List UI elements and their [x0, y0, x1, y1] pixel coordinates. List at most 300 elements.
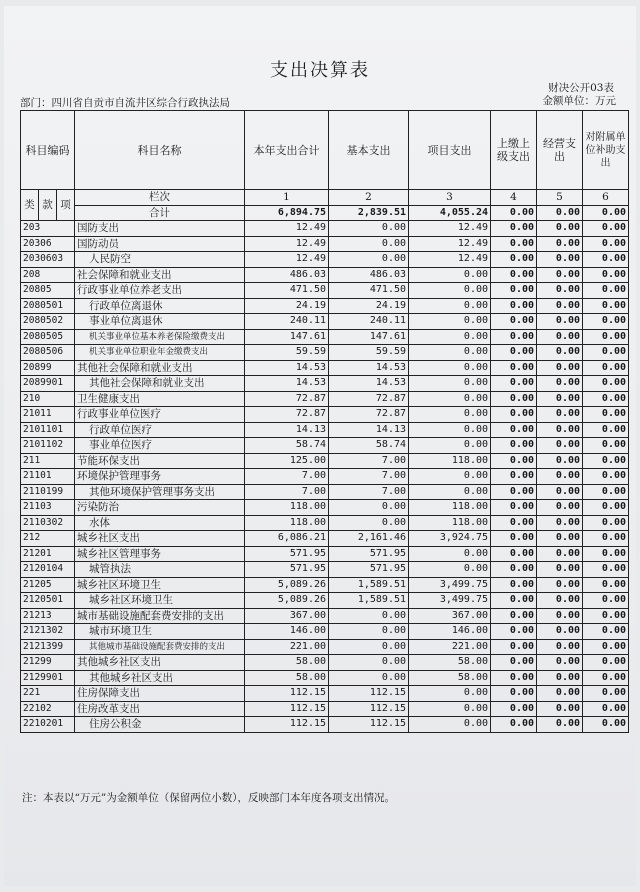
row-business: 0.00: [537, 221, 583, 237]
row-subsidy: 0.00: [583, 515, 629, 531]
row-total: 14.53: [245, 376, 329, 392]
table-row: [21, 515, 629, 531]
row-basic: 0.00: [329, 500, 409, 516]
row-name: 城乡社区环境卫生: [75, 577, 245, 593]
row-name: 机关事业单位基本养老保险缴费支出: [75, 329, 245, 345]
row-basic: 14.53: [329, 376, 409, 392]
header-total: 本年支出合计: [245, 111, 329, 190]
row-basic: 14.13: [329, 422, 409, 438]
row-total: 471.50: [245, 283, 329, 299]
row-business: 0.00: [537, 562, 583, 578]
row-project: 118.00: [409, 515, 491, 531]
table-row: [21, 453, 629, 469]
row-project: 0.00: [409, 407, 491, 423]
lanci-label: 栏次: [75, 190, 245, 206]
row-subsidy: 0.00: [583, 608, 629, 624]
row-basic: 147.61: [329, 329, 409, 345]
row-basic: 0.00: [329, 236, 409, 252]
row-project: 0.00: [409, 391, 491, 407]
table-row: [21, 593, 629, 609]
row-code: 221: [21, 686, 75, 702]
row-upper: 0.00: [491, 345, 537, 361]
row-project: 0.00: [409, 422, 491, 438]
row-code: 2080501: [21, 298, 75, 314]
row-business: 0.00: [537, 624, 583, 640]
row-upper: 0.00: [491, 283, 537, 299]
row-code: 2080502: [21, 314, 75, 330]
row-basic: 0.00: [329, 608, 409, 624]
row-subsidy: 0.00: [583, 267, 629, 283]
row-name: 国防动员: [75, 236, 245, 252]
row-basic: 0.00: [329, 624, 409, 640]
page-title: 支出决算表: [270, 60, 370, 81]
row-basic: 0.00: [329, 655, 409, 671]
row-business: 0.00: [537, 267, 583, 283]
row-total: 58.74: [245, 438, 329, 454]
row-upper: 0.00: [491, 608, 537, 624]
row-upper: 0.00: [491, 376, 537, 392]
row-basic: 7.00: [329, 469, 409, 485]
table-row: [21, 608, 629, 624]
table-row: [21, 329, 629, 345]
row-subsidy: 0.00: [583, 639, 629, 655]
row-basic: 112.15: [329, 717, 409, 733]
row-upper: 0.00: [491, 453, 537, 469]
row-business: 0.00: [537, 686, 583, 702]
header-upper: 上缴上级支出: [491, 111, 537, 190]
row-subsidy: 0.00: [583, 469, 629, 485]
header-name: 科目名称: [75, 111, 245, 190]
header-basic: 基本支出: [329, 111, 409, 190]
row-code: 2121399: [21, 639, 75, 655]
row-total: 5,089.26: [245, 577, 329, 593]
row-name: 其他城市基础设施配套费安排的支出: [75, 639, 245, 655]
row-total: 12.49: [245, 221, 329, 237]
row-upper: 0.00: [491, 531, 537, 547]
row-subsidy: 0.00: [583, 298, 629, 314]
row-code: 212: [21, 531, 75, 547]
row-code: 2101102: [21, 438, 75, 454]
row-upper: 0.00: [491, 407, 537, 423]
row-subsidy: 0.00: [583, 701, 629, 717]
row-business: 0.00: [537, 236, 583, 252]
row-business: 0.00: [537, 717, 583, 733]
row-project: 118.00: [409, 500, 491, 516]
row-upper: 0.00: [491, 577, 537, 593]
row-code: 208: [21, 267, 75, 283]
row-basic: 58.74: [329, 438, 409, 454]
row-total: 12.49: [245, 236, 329, 252]
row-total: 125.00: [245, 453, 329, 469]
row-code: 2121302: [21, 624, 75, 640]
row-business: 0.00: [537, 252, 583, 268]
row-subsidy: 0.00: [583, 655, 629, 671]
row-total: 5,089.26: [245, 593, 329, 609]
row-total: 72.87: [245, 391, 329, 407]
table-row: [21, 670, 629, 686]
table-row: [21, 376, 629, 392]
table-row: [21, 655, 629, 671]
row-subsidy: 0.00: [583, 283, 629, 299]
table-row: [21, 639, 629, 655]
row-basic: 240.11: [329, 314, 409, 330]
row-project: 0.00: [409, 376, 491, 392]
total-row-business: 0.00: [537, 205, 583, 221]
row-total: 571.95: [245, 546, 329, 562]
row-subsidy: 0.00: [583, 391, 629, 407]
row-name: 城市环境卫生: [75, 624, 245, 640]
table-row: [21, 267, 629, 283]
row-name: 卫生健康支出: [75, 391, 245, 407]
table-row: [21, 686, 629, 702]
row-name: 节能环保支出: [75, 453, 245, 469]
row-code: 21103: [21, 500, 75, 516]
row-project: 0.00: [409, 314, 491, 330]
row-basic: 571.95: [329, 546, 409, 562]
row-name: 其他社会保障和就业支出: [75, 360, 245, 376]
row-project: 3,499.75: [409, 577, 491, 593]
row-project: 0.00: [409, 717, 491, 733]
row-total: 7.00: [245, 469, 329, 485]
row-business: 0.00: [537, 577, 583, 593]
row-upper: 0.00: [491, 484, 537, 500]
row-code: 2120501: [21, 593, 75, 609]
row-project: 58.00: [409, 670, 491, 686]
row-business: 0.00: [537, 438, 583, 454]
row-name: 城管执法: [75, 562, 245, 578]
row-upper: 0.00: [491, 701, 537, 717]
row-total: 14.13: [245, 422, 329, 438]
row-subsidy: 0.00: [583, 329, 629, 345]
row-total: 118.00: [245, 500, 329, 516]
row-basic: 7.00: [329, 484, 409, 500]
row-project: 3,499.75: [409, 593, 491, 609]
row-name: 住房改革支出: [75, 701, 245, 717]
row-upper: 0.00: [491, 221, 537, 237]
row-total: 112.15: [245, 686, 329, 702]
row-code: 21101: [21, 469, 75, 485]
row-name: 城乡社区环境卫生: [75, 593, 245, 609]
row-upper: 0.00: [491, 624, 537, 640]
col-number-3: 3: [409, 190, 491, 206]
row-subsidy: 0.00: [583, 577, 629, 593]
row-name: 社会保障和就业支出: [75, 267, 245, 283]
total-row-total: 6,894.75: [245, 205, 329, 221]
row-name: 住房公积金: [75, 717, 245, 733]
table-row: [21, 624, 629, 640]
row-upper: 0.00: [491, 329, 537, 345]
table-row: [21, 252, 629, 268]
row-business: 0.00: [537, 376, 583, 392]
row-subsidy: 0.00: [583, 360, 629, 376]
row-project: 0.00: [409, 329, 491, 345]
row-name: 城乡社区支出: [75, 531, 245, 547]
row-total: 221.00: [245, 639, 329, 655]
row-upper: 0.00: [491, 500, 537, 516]
row-project: 0.00: [409, 546, 491, 562]
table-row: [21, 438, 629, 454]
table-row: [21, 360, 629, 376]
row-upper: 0.00: [491, 298, 537, 314]
row-upper: 0.00: [491, 546, 537, 562]
row-subsidy: 0.00: [583, 624, 629, 640]
row-project: 367.00: [409, 608, 491, 624]
row-total: 14.53: [245, 360, 329, 376]
row-basic: 0.00: [329, 221, 409, 237]
row-total: 12.49: [245, 252, 329, 268]
row-project: 12.49: [409, 252, 491, 268]
row-name: 行政单位医疗: [75, 422, 245, 438]
col-number-1: 1: [245, 190, 329, 206]
table-row: [21, 469, 629, 485]
header-lei: 类: [21, 190, 39, 221]
row-basic: 486.03: [329, 267, 409, 283]
table-row: [21, 546, 629, 562]
row-total: 58.00: [245, 655, 329, 671]
row-business: 0.00: [537, 655, 583, 671]
row-basic: 1,589.51: [329, 577, 409, 593]
row-name: 其他城乡社区支出: [75, 655, 245, 671]
row-name: 事业单位医疗: [75, 438, 245, 454]
col-number-5: 5: [537, 190, 583, 206]
row-total: 146.00: [245, 624, 329, 640]
row-name: 其他城乡社区支出: [75, 670, 245, 686]
row-upper: 0.00: [491, 360, 537, 376]
row-subsidy: 0.00: [583, 531, 629, 547]
row-subsidy: 0.00: [583, 717, 629, 733]
col-number-2: 2: [329, 190, 409, 206]
table-row: [21, 391, 629, 407]
row-subsidy: 0.00: [583, 484, 629, 500]
row-total: 7.00: [245, 484, 329, 500]
table-row: [21, 221, 629, 237]
department-label: 部门：四川省自贡市自流井区综合行政执法局: [20, 97, 230, 109]
row-name: 城市基础设施配套费安排的支出: [75, 608, 245, 624]
row-project: 0.00: [409, 562, 491, 578]
row-business: 0.00: [537, 701, 583, 717]
row-business: 0.00: [537, 531, 583, 547]
row-upper: 0.00: [491, 655, 537, 671]
row-upper: 0.00: [491, 267, 537, 283]
row-business: 0.00: [537, 670, 583, 686]
row-name: 住房保障支出: [75, 686, 245, 702]
row-code: 21201: [21, 546, 75, 562]
footnote: 注：本表以“万元”为金额单位（保留两位小数），反映部门本年度各项支出情况。: [22, 792, 395, 804]
table-row: [21, 422, 629, 438]
row-total: 367.00: [245, 608, 329, 624]
row-project: 12.49: [409, 221, 491, 237]
row-subsidy: 0.00: [583, 314, 629, 330]
row-name: 其他环境保护管理事务支出: [75, 484, 245, 500]
row-total: 147.61: [245, 329, 329, 345]
row-basic: 2,161.46: [329, 531, 409, 547]
row-code: 2030603: [21, 252, 75, 268]
row-total: 59.59: [245, 345, 329, 361]
total-row-label: 合计: [75, 205, 245, 221]
total-row-project: 4,055.24: [409, 205, 491, 221]
row-business: 0.00: [537, 500, 583, 516]
row-upper: 0.00: [491, 639, 537, 655]
header-xiang: 项: [57, 190, 75, 221]
row-business: 0.00: [537, 593, 583, 609]
row-project: 0.00: [409, 469, 491, 485]
row-name: 其他社会保障和就业支出: [75, 376, 245, 392]
row-code: 2120104: [21, 562, 75, 578]
row-basic: 14.53: [329, 360, 409, 376]
row-business: 0.00: [537, 329, 583, 345]
row-total: 118.00: [245, 515, 329, 531]
row-name: 水体: [75, 515, 245, 531]
row-upper: 0.00: [491, 252, 537, 268]
row-project: 3,924.75: [409, 531, 491, 547]
header-subsidy: 对附属单位补助支出: [583, 111, 629, 190]
row-upper: 0.00: [491, 438, 537, 454]
row-subsidy: 0.00: [583, 345, 629, 361]
row-name: 行政事业单位养老支出: [75, 283, 245, 299]
row-subsidy: 0.00: [583, 422, 629, 438]
header-kuan: 款: [39, 190, 57, 221]
row-code: 21299: [21, 655, 75, 671]
row-code: 20805: [21, 283, 75, 299]
row-total: 24.19: [245, 298, 329, 314]
row-business: 0.00: [537, 453, 583, 469]
row-name: 机关事业单位职业年金缴费支出: [75, 345, 245, 361]
row-code: 2110199: [21, 484, 75, 500]
total-row-basic: 2,839.51: [329, 205, 409, 221]
row-project: 146.00: [409, 624, 491, 640]
row-basic: 0.00: [329, 252, 409, 268]
row-code: 203: [21, 221, 75, 237]
table-row: [21, 531, 629, 547]
row-subsidy: 0.00: [583, 221, 629, 237]
row-basic: 0.00: [329, 639, 409, 655]
row-upper: 0.00: [491, 515, 537, 531]
row-code: 21011: [21, 407, 75, 423]
row-project: 0.00: [409, 701, 491, 717]
table-row: [21, 314, 629, 330]
row-name: 事业单位离退休: [75, 314, 245, 330]
row-business: 0.00: [537, 546, 583, 562]
amount-unit-label: 金额单位：万元: [542, 95, 616, 107]
row-code: 2129901: [21, 670, 75, 686]
total-row-upper: 0.00: [491, 205, 537, 221]
row-project: 0.00: [409, 438, 491, 454]
row-upper: 0.00: [491, 236, 537, 252]
row-subsidy: 0.00: [583, 252, 629, 268]
row-basic: 1,589.51: [329, 593, 409, 609]
row-code: 2080506: [21, 345, 75, 361]
row-upper: 0.00: [491, 422, 537, 438]
row-code: 2089901: [21, 376, 75, 392]
table-row: [21, 701, 629, 717]
row-project: 118.00: [409, 453, 491, 469]
col-number-6: 6: [583, 190, 629, 206]
table-row: [21, 717, 629, 733]
row-total: 72.87: [245, 407, 329, 423]
row-project: 0.00: [409, 283, 491, 299]
row-subsidy: 0.00: [583, 670, 629, 686]
row-upper: 0.00: [491, 391, 537, 407]
row-name: 污染防治: [75, 500, 245, 516]
row-basic: 72.87: [329, 407, 409, 423]
row-business: 0.00: [537, 298, 583, 314]
row-name: 行政事业单位医疗: [75, 407, 245, 423]
row-business: 0.00: [537, 469, 583, 485]
row-upper: 0.00: [491, 469, 537, 485]
row-business: 0.00: [537, 484, 583, 500]
row-upper: 0.00: [491, 686, 537, 702]
row-subsidy: 0.00: [583, 500, 629, 516]
row-basic: 7.00: [329, 453, 409, 469]
row-total: 58.00: [245, 670, 329, 686]
row-business: 0.00: [537, 314, 583, 330]
row-project: 58.00: [409, 655, 491, 671]
row-subsidy: 0.00: [583, 593, 629, 609]
row-subsidy: 0.00: [583, 686, 629, 702]
row-subsidy: 0.00: [583, 407, 629, 423]
row-business: 0.00: [537, 391, 583, 407]
table-row: [21, 283, 629, 299]
row-basic: 471.50: [329, 283, 409, 299]
row-subsidy: 0.00: [583, 236, 629, 252]
table-body: [21, 221, 629, 733]
row-business: 0.00: [537, 407, 583, 423]
row-upper: 0.00: [491, 670, 537, 686]
total-row-subsidy: 0.00: [583, 205, 629, 221]
row-basic: 0.00: [329, 515, 409, 531]
row-code: 211: [21, 453, 75, 469]
row-business: 0.00: [537, 345, 583, 361]
row-business: 0.00: [537, 639, 583, 655]
row-name: 行政单位离退休: [75, 298, 245, 314]
table-row: [21, 484, 629, 500]
row-subsidy: 0.00: [583, 438, 629, 454]
header-code: 科目编码: [21, 111, 75, 190]
expenditure-table: [20, 110, 629, 733]
row-total: 486.03: [245, 267, 329, 283]
row-basic: 571.95: [329, 562, 409, 578]
row-project: 221.00: [409, 639, 491, 655]
row-name: 国防支出: [75, 221, 245, 237]
table-row: [21, 236, 629, 252]
row-code: 2080505: [21, 329, 75, 345]
row-total: 240.11: [245, 314, 329, 330]
row-project: 0.00: [409, 360, 491, 376]
row-total: 112.15: [245, 717, 329, 733]
row-code: 21205: [21, 577, 75, 593]
row-project: 0.00: [409, 267, 491, 283]
row-basic: 59.59: [329, 345, 409, 361]
row-basic: 24.19: [329, 298, 409, 314]
row-business: 0.00: [537, 422, 583, 438]
row-business: 0.00: [537, 360, 583, 376]
table-row: [21, 345, 629, 361]
row-project: 0.00: [409, 686, 491, 702]
row-name: 环境保护管理事务: [75, 469, 245, 485]
table-row: [21, 407, 629, 423]
row-code: 20899: [21, 360, 75, 376]
row-subsidy: 0.00: [583, 376, 629, 392]
col-number-4: 4: [491, 190, 537, 206]
row-basic: 112.15: [329, 701, 409, 717]
row-project: 12.49: [409, 236, 491, 252]
row-basic: 112.15: [329, 686, 409, 702]
row-subsidy: 0.00: [583, 562, 629, 578]
row-business: 0.00: [537, 283, 583, 299]
row-project: 0.00: [409, 298, 491, 314]
row-subsidy: 0.00: [583, 546, 629, 562]
row-code: 210: [21, 391, 75, 407]
